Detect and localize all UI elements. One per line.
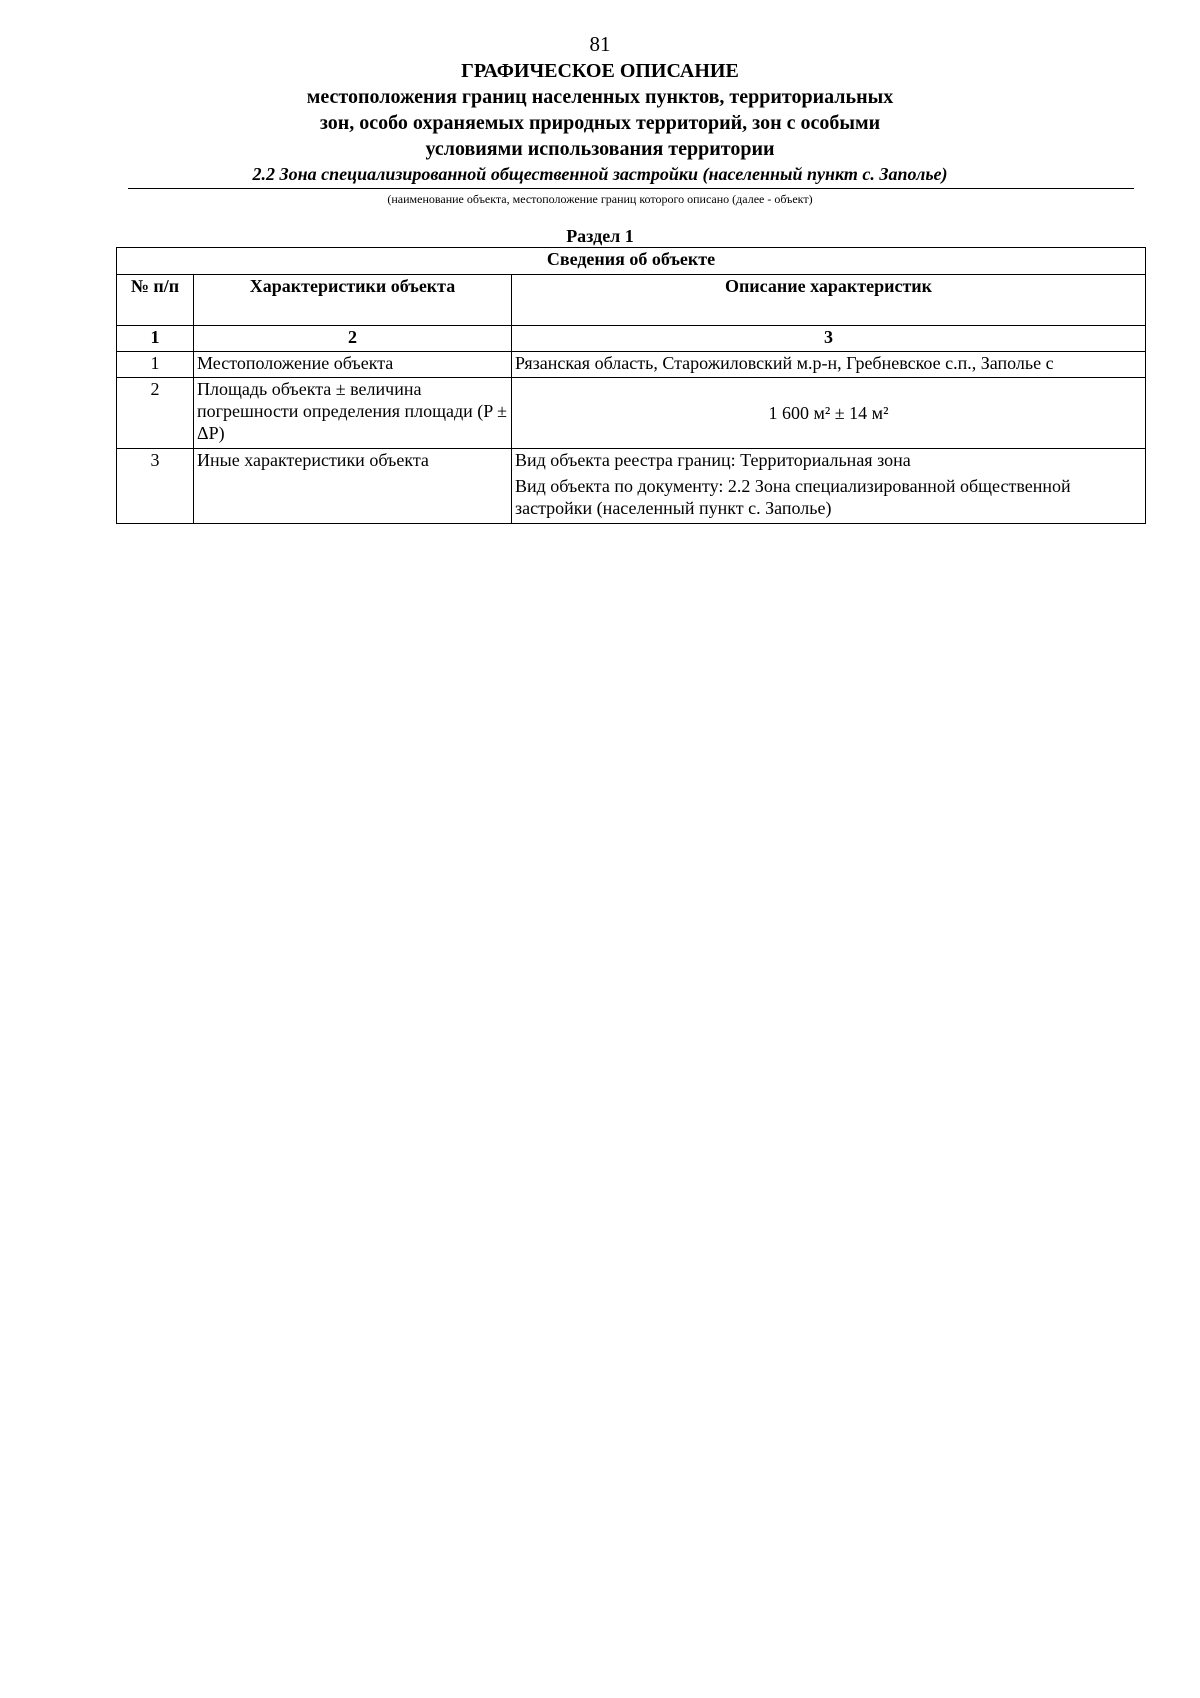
header-num: № п/п — [117, 275, 194, 326]
column-number-row — [117, 326, 1146, 352]
title-line-3: зон, особо охраняемых природных территорий, зон с особыми — [319, 112, 881, 134]
table-row — [117, 352, 1146, 378]
section-title: Раздел 1 — [566, 226, 634, 246]
row-description: 1 600 м² ± 14 м² — [512, 378, 1146, 449]
object-name-underline — [128, 188, 1134, 189]
row-description-part-2: Вид объекта по документу: 2.2 Зона специализированной общественной застройки (населенный пункт с. Заполье) — [515, 476, 1071, 518]
table-caption: Сведения об объекте — [117, 248, 1146, 275]
object-name-caption: (наименование объекта, местоположение границ которого описано (далее - объект) — [387, 192, 813, 206]
document-title — [0, 58, 1200, 162]
title-line-4: условиями использования территории — [425, 138, 775, 160]
table-row — [117, 449, 1146, 524]
object-name: 2.2 Зона специализированной общественной застройки (населенный пункт с. Заполье) — [252, 164, 948, 184]
column-number: 3 — [512, 326, 1146, 352]
header-description: Описание характеристик — [512, 275, 1146, 326]
column-number: 2 — [194, 326, 512, 352]
title-line-1: ГРАФИЧЕСКОЕ ОПИСАНИЕ — [461, 60, 739, 82]
column-number: 1 — [117, 326, 194, 352]
table-row — [117, 378, 1146, 449]
row-description-part-1: Вид объекта реестра границ: Территориальная зона — [515, 450, 911, 470]
row-number: 3 — [117, 449, 194, 524]
row-description: Рязанская область, Старожиловский м.р-н, Гребневское с.п., Заполье с — [512, 352, 1146, 378]
header-characteristics: Характеристики объекта — [194, 275, 512, 326]
row-characteristic: Иные характеристики объекта — [194, 449, 512, 524]
table-header-row — [117, 275, 1146, 326]
row-number: 2 — [117, 378, 194, 449]
row-description — [512, 449, 1146, 524]
page-number: 81 — [589, 32, 611, 56]
table-caption-row — [117, 248, 1146, 275]
row-characteristic: Площадь объекта ± величина погрешности определения площади (P ± ΔP) — [194, 378, 512, 449]
row-number: 1 — [117, 352, 194, 378]
row-characteristic: Местоположение объекта — [194, 352, 512, 378]
object-info-table — [116, 247, 1146, 524]
title-line-2: местоположения границ населенных пунктов, территориальных — [306, 86, 894, 108]
